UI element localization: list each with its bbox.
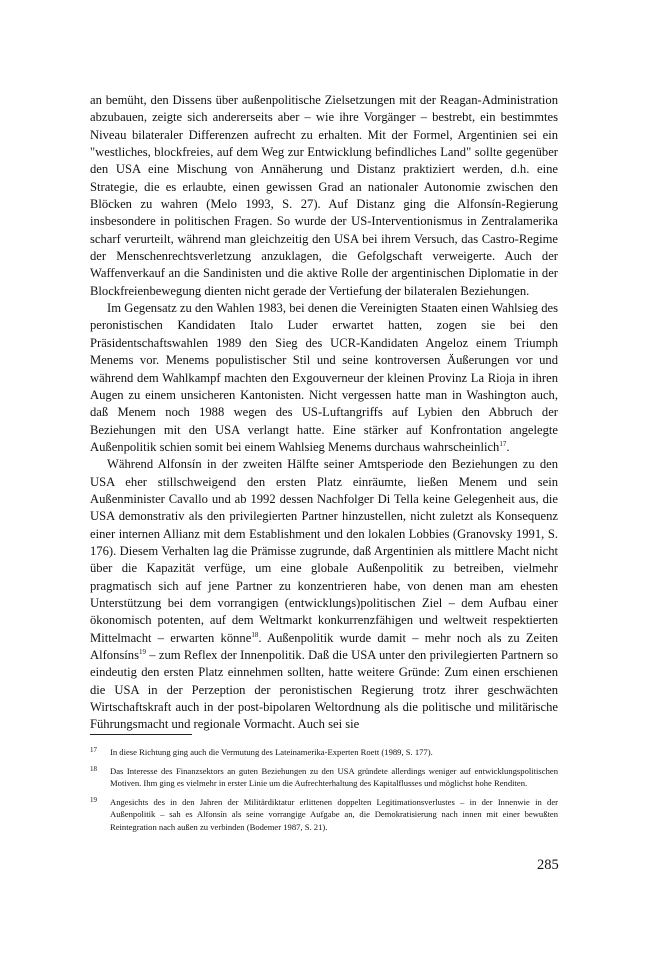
- footnote-ref-18[interactable]: 18: [251, 630, 259, 639]
- footnotes: [90, 746, 558, 840]
- footnote-text: Das Interesse des Finanzsektors an guten Beziehungen zu den USA gründete allerdings weniger auf entwicklungspolitischen Motiven. Ihm ging es vielmehr in erster Linie um die Aufrechterhaltung des Kapitalflusses und möglichst hohe Renditen.: [110, 765, 558, 789]
- footnote-18: [90, 765, 558, 790]
- paragraph-1: [90, 92, 558, 300]
- paragraph-3-text-a: Während Alfonsín in der zweiten Hälfte seiner Amtsperiode den Beziehungen zu den USA eher stillschweigend den ersten Platz einräumte, ließen Menem und sein Außenminister Cavallo und ab 1992 dessen Nachfolger Di Tella keine Gelegenheit aus, die USA demonstrativ als den privilegierten Partner hinzustellen, nicht zuletzt als Konsequenz einer internen Allianz mit dem Establishment und den lokalen Lobbies (Granovsky 1991, S. 176). Diesem Verhalten lag die Prämisse zugrunde, daß Argentinien als mittlere Macht nicht über die Kapazität verfüge, um eine globale Außenpolitik zu betreiben, vielmehr pragmatisch sich auf jene Partner zu konzentrieren habe, von denen man am ehesten Unterstützung bei dem vorrangigen (entwicklungs)politischen Ziel – dem Aufbau einer ökonomisch potenten, auf dem Weltmarkt konkurrenzfähigen und weltweit respektierten Mittelmacht – erwarten könne: [90, 457, 558, 645]
- paragraph-3-text-b: . Außenpolitik wurde damit – mehr noch als zu Zeiten Alfonsíns: [90, 630, 559, 662]
- body-text: [90, 92, 558, 734]
- footnote-19: [90, 796, 558, 834]
- footnote-text: Angesichts des in den Jahren der Militärdiktatur erlittenen doppelten Legitimationsverlustes – in der Innenwie in der Außenpolitik – sah es Alfonsín als seine vorrangige Aufgabe an, die Demokratisierung nach innen mit einer bewußten Reintegration nach außen zu verbinden (Bodemer 1987, S. 21).: [110, 796, 558, 832]
- paragraph-2-tail: .: [506, 439, 510, 454]
- paragraph-1-text: an bemüht, den Dissens über außenpolitische Zielsetzungen mit der Reagan-Administration abzubauen, zeigte sich andererseits aber – wie ihre Vorgänger – bestrebt, ein bestimmtes Niveau bilateraler Differenzen aufrecht zu erhalten. Mit der Formel, Argentinien sei ein "westliches, blockfreies, auf dem Weg zur Entwicklung befindliches Land" sollte gegenüber den USA eine Mischung von Annäherung und Distanz praktiziert werden, d.h. eine Strategie, die es erlaubte, einen gewissen Grad an nationaler Autonomie zwischen den Blöcken zu wahren (Melo 1993, S. 27). Auf Distanz ging die Alfonsín-Regierung insbesondere in politischen Fragen. So wurde der US-Interventionismus in Zentralamerika scharf verurteilt, während man gleichzeitig den USA bei ihrem Versuch, das Castro-Regime der Menschenrechtsverletzung anzuklagen, die Gefolgschaft verweigerte. Auch der Waffenverkauf an die Sandinisten und die aktive Rolle der argentinischen Diplomatie in der Blockfreienbewegung dienten nicht gerade der Vertiefung der bilateralen Beziehungen.: [90, 93, 558, 298]
- page-number: 285: [537, 857, 559, 873]
- paragraph-3: [90, 456, 558, 734]
- footnote-number: 18: [90, 764, 97, 773]
- footnote-text: In diese Richtung ging auch die Vermutung des Lateinamerika-Experten Roett (1989, S. 177).: [110, 747, 433, 757]
- footnote-ref-17[interactable]: 17: [499, 439, 507, 448]
- footnote-17: [90, 746, 558, 759]
- paragraph-2: [90, 300, 558, 456]
- footnote-number: 19: [90, 795, 97, 804]
- footnote-number: 17: [90, 746, 97, 754]
- paragraph-2-text: Im Gegensatz zu den Wahlen 1983, bei denen die Vereinigten Staaten einen Wahlsieg des peronistischen Kandidaten Italo Luder erwartet hatten, zogen sie bei den Präsidentschaftswahlen 1989 den Sieg des UCR-Kandidaten Angeloz einem Triumph Menems vor. Menems populistischer Stil und seine kontroversen Äußerungen vor und während dem Wahlkampf machten den Exgouverneur der kleinen Provinz La Rioja in ihren Augen zu einem unsicheren Kantonisten. Nicht vergessen hatte man in Washington auch, daß Menem noch 1988 wegen des US-Luftangriffs auf Lybien den Abbruch der Beziehungen mit den USA verlangt hatte. Eine stärker auf Konfrontation angelegte Außenpolitik schien somit bei einem Wahlsieg Menems durchaus wahrscheinlich: [90, 301, 558, 454]
- paragraph-3-text-c: – zum Reflex der Innenpolitik. Daß die USA unter den privilegierten Partnern so eindeutig den ersten Platz einnehmen sollten, hatte weitere Gründe: Zum einen erschienen die USA in der Perzeption der peronistischen Regierung trotz ihrer geschwächten Wirtschaftskraft auch in der post-bipolaren Weltordnung als die politische und militärische Führungsmacht und regionale Vormacht. Auch sei sie: [90, 648, 558, 732]
- footnote-divider: [90, 734, 192, 735]
- footnote-ref-19[interactable]: 19: [138, 648, 146, 656]
